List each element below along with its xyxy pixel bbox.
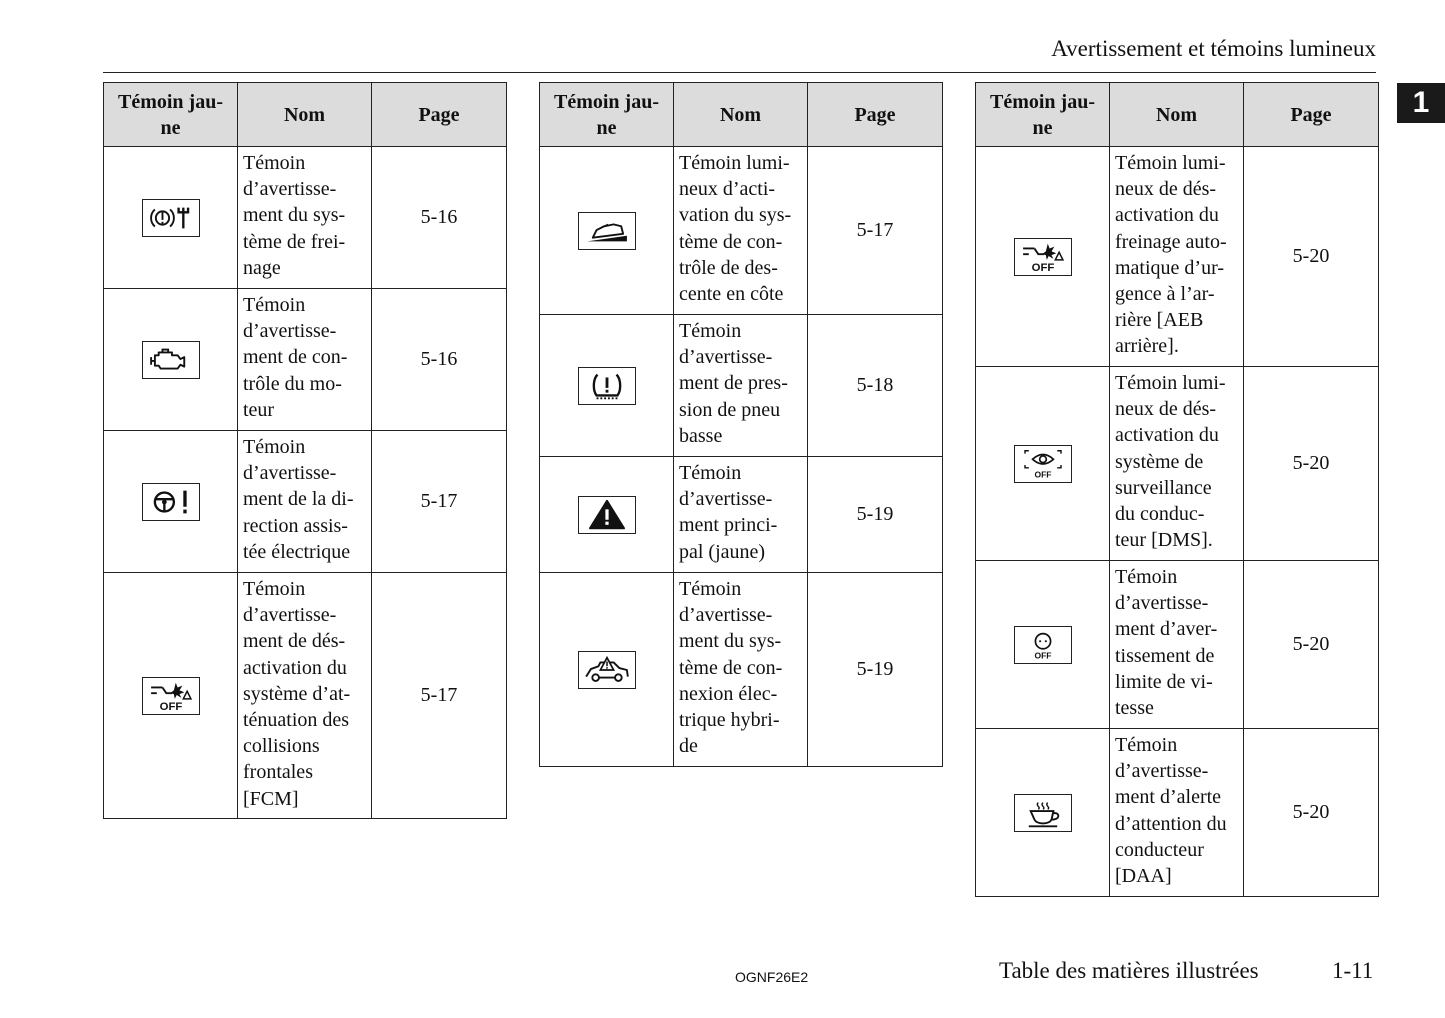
- svg-text:OFF: OFF: [159, 700, 182, 713]
- column-header-name: Nom: [238, 83, 372, 147]
- light-name: Témoin d’avertisse- ment de dés- activation du système d’at- ténuation des collisions frontales [FCM]: [238, 573, 372, 819]
- column-header-name: Nom: [1110, 83, 1244, 147]
- hybrid-system-warning-icon: [578, 651, 636, 689]
- rear-aeb-off-icon: [1014, 238, 1072, 276]
- page-reference: 5-20: [1244, 147, 1379, 367]
- table-row: [976, 147, 1379, 367]
- page-reference: 5-17: [372, 573, 507, 819]
- table-row: [976, 367, 1379, 561]
- table-row: [104, 431, 507, 573]
- page-reference: 5-19: [808, 457, 943, 573]
- page-reference: 5-20: [1244, 367, 1379, 561]
- table-row: [104, 573, 507, 819]
- table-row: [104, 289, 507, 431]
- light-name: Témoin d’avertisse- ment d’alerte d’attention du conducteur [DAA]: [1110, 729, 1244, 897]
- master-warning-icon: [578, 496, 636, 534]
- light-name: Témoin lumi- neux de dés- activation du freinage auto- matique d’ur- gence à l’ar- rière [AEB arrière].: [1110, 147, 1244, 367]
- column-header-light: Témoin jau- ne: [976, 83, 1110, 147]
- light-name: Témoin d’avertisse- ment du sys- tème de con- nexion élec- trique hybri- de: [674, 573, 808, 767]
- page-reference: 5-20: [1244, 729, 1379, 897]
- document-code: OGNF26E2: [735, 969, 809, 985]
- column-header-page: Page: [808, 83, 943, 147]
- table-row: [976, 729, 1379, 897]
- light-name: Témoin d’avertisse- ment du sys- tème de frei- nage: [238, 147, 372, 289]
- section-title: Avertissement et témoins lumineux: [1051, 36, 1376, 61]
- light-name: Témoin lumi- neux de dés- activation du système de surveillance du conduc- teur [DMS].: [1110, 367, 1244, 561]
- fcm-off-icon: [142, 677, 200, 715]
- light-name: Témoin d’avertisse- ment princi- pal (jaune): [674, 457, 808, 573]
- low-tire-pressure-icon: [578, 367, 636, 405]
- svg-text:OFF: OFF: [1033, 468, 1052, 479]
- table-row: [104, 147, 507, 289]
- warning-lights-table-2: [539, 82, 943, 767]
- footer-title: Table des matières illustrées: [999, 958, 1259, 983]
- column-header-name: Nom: [674, 83, 808, 147]
- light-name: Témoin d’avertisse- ment d’aver- tissement de limite de vi- tesse: [1110, 561, 1244, 729]
- table-row: [540, 457, 943, 573]
- light-name: Témoin d’avertisse- ment de la di- rection assis- tée électrique: [238, 431, 372, 573]
- light-name: Témoin lumi- neux d’acti- vation du sys- tème de con- trôle de des- cente en côte: [674, 147, 808, 315]
- warning-lights-table-1: [103, 82, 507, 819]
- page-reference: 5-19: [808, 573, 943, 767]
- table-row: [540, 147, 943, 315]
- driver-attention-alert-icon: [1014, 794, 1072, 832]
- table-row: [540, 315, 943, 457]
- svg-text:OFF: OFF: [1031, 261, 1054, 274]
- table-row: [976, 561, 1379, 729]
- speed-limit-warning-off-icon: [1014, 626, 1072, 664]
- column-header-page: Page: [372, 83, 507, 147]
- light-name: Témoin d’avertisse- ment de con- trôle du mo- teur: [238, 289, 372, 431]
- light-name: Témoin d’avertisse- ment de pres- sion de pneu basse: [674, 315, 808, 457]
- column-header-light: Témoin jau- ne: [540, 83, 674, 147]
- chapter-tab: 1: [1397, 83, 1445, 123]
- header-rule: [103, 72, 1376, 73]
- page-reference: 5-20: [1244, 561, 1379, 729]
- driver-monitoring-off-icon: [1014, 445, 1072, 483]
- brake-system-warning-icon: [142, 199, 200, 237]
- column-header-light: Témoin jau- ne: [104, 83, 238, 147]
- table-row: [540, 573, 943, 767]
- page-reference: 5-16: [372, 289, 507, 431]
- svg-text:OFF: OFF: [1033, 649, 1052, 660]
- hill-descent-control-icon: [578, 212, 636, 250]
- page-reference: 5-18: [808, 315, 943, 457]
- page-number: 1-11: [1332, 958, 1374, 983]
- page-reference: 5-16: [372, 147, 507, 289]
- column-header-page: Page: [1244, 83, 1379, 147]
- power-steering-warning-icon: [142, 483, 200, 521]
- page-reference: 5-17: [372, 431, 507, 573]
- page-reference: 5-17: [808, 147, 943, 315]
- engine-check-warning-icon: [142, 341, 200, 379]
- warning-lights-table-3: [975, 82, 1379, 897]
